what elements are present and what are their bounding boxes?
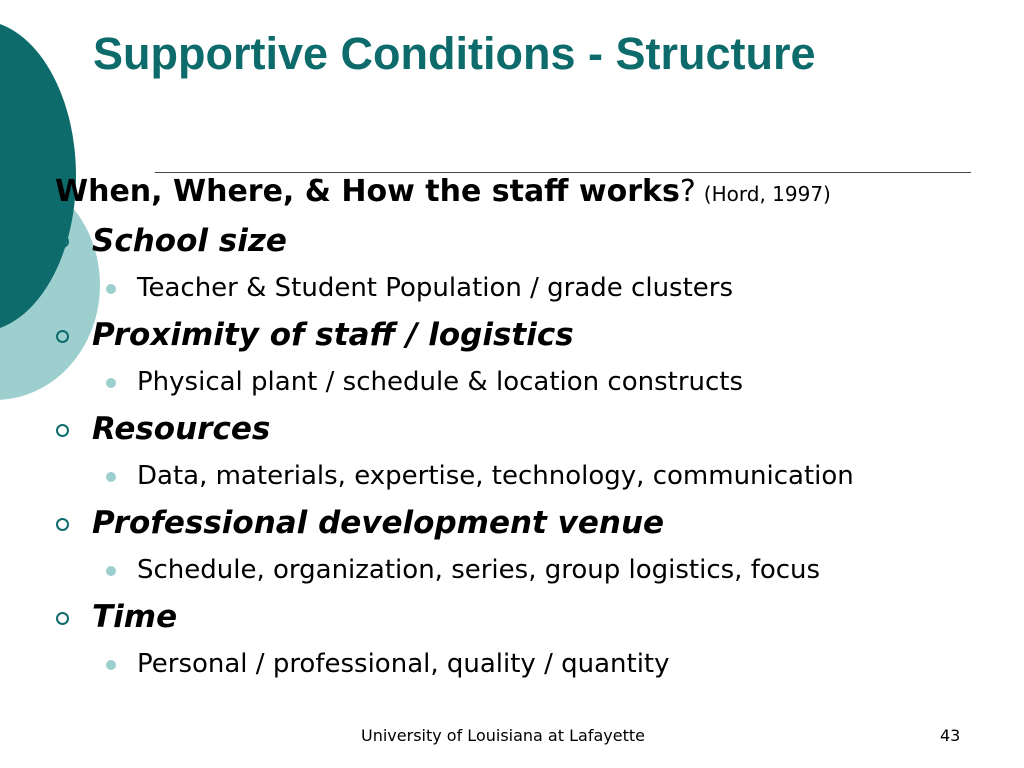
dot-bullet-icon (106, 660, 116, 670)
slide-number: 43 (940, 726, 961, 745)
dot-bullet-icon (106, 378, 116, 388)
heading-punctuation: ? (679, 174, 696, 209)
list-item-resources: Resources (92, 411, 271, 447)
heading-citation: (Hord, 1997) (703, 182, 831, 206)
list-item-time: Time (92, 599, 178, 635)
sub-item-school-size: Teacher & Student Population / grade clusters (137, 273, 734, 303)
ring-bullet-icon (56, 330, 69, 343)
slide-heading (55, 170, 831, 218)
footer-institution: University of Louisiana at Lafayette (361, 726, 645, 745)
sub-item-professional-development: Schedule, organization, series, group logistics, focus (137, 555, 821, 585)
sub-item-resources: Data, materials, expertise, technology, communication (137, 461, 854, 491)
heading-text: When, Where, & How the staff works (55, 174, 680, 209)
sub-item-proximity: Physical plant / schedule & location constructs (137, 367, 744, 397)
list-item-school-size: School size (92, 223, 287, 259)
ring-bullet-icon (56, 518, 69, 531)
ring-bullet-icon (56, 424, 69, 437)
list-item-proximity: Proximity of staff / logistics (92, 317, 574, 353)
slide-title: Supportive Conditions - Structure (93, 28, 816, 79)
ring-bullet-icon (56, 235, 69, 248)
dot-bullet-icon (106, 284, 116, 294)
sub-item-time: Personal / professional, quality / quantity (137, 649, 670, 679)
list-item-professional-development: Professional development venue (92, 505, 665, 541)
ring-bullet-icon (56, 612, 69, 625)
dot-bullet-icon (106, 472, 116, 482)
dot-bullet-icon (106, 566, 116, 576)
